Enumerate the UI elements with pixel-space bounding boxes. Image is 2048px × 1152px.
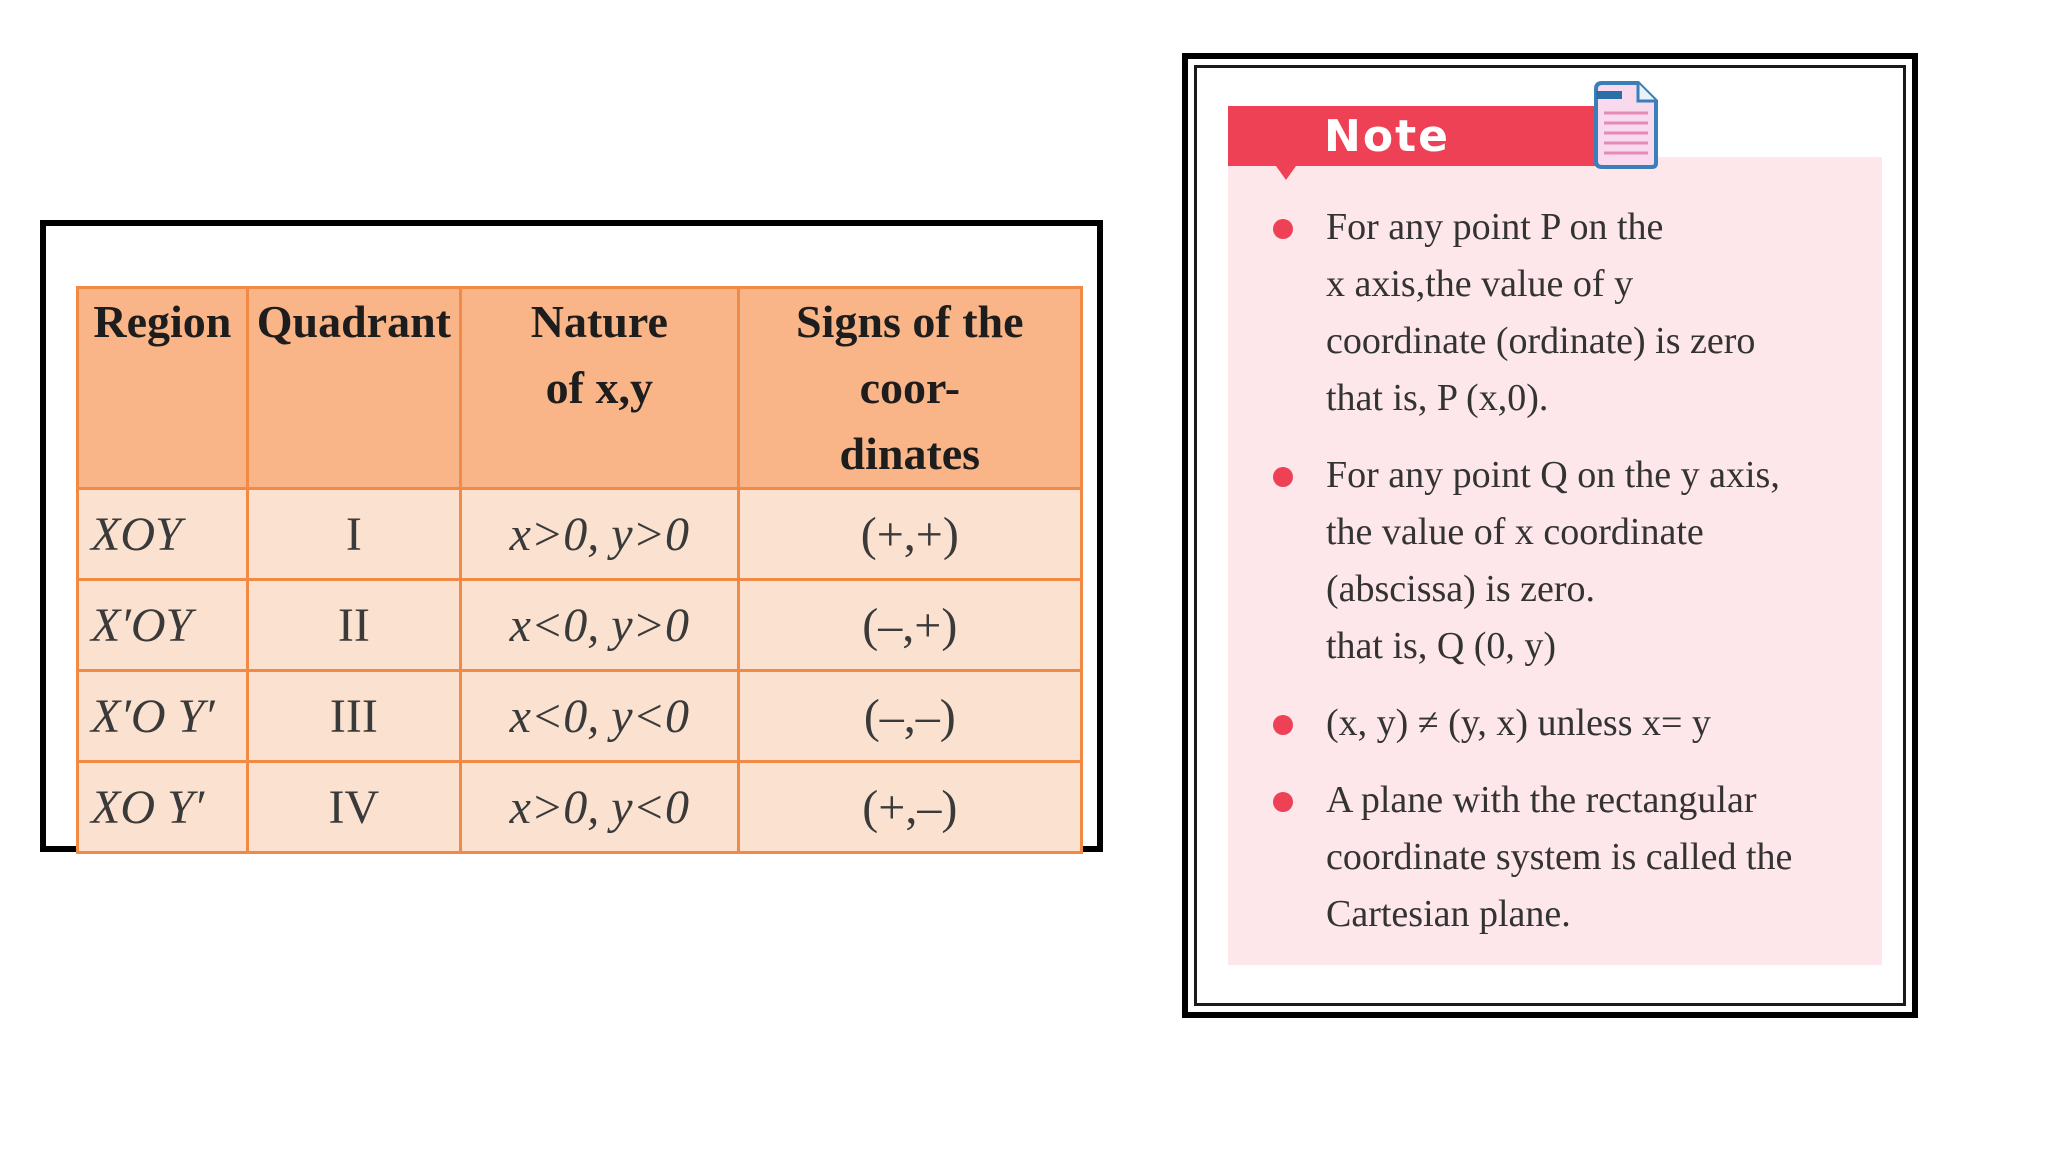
note-line: A plane with the rectangular <box>1326 779 1757 821</box>
note-line: the value of x coordinate <box>1326 511 1704 553</box>
note-line: (x, y) ≠ (y, x) unless x= y <box>1326 702 1711 744</box>
nature-cell: x>0, y<0 <box>461 762 739 853</box>
document-icon <box>1592 79 1660 171</box>
quadrant-table-card <box>40 220 1103 852</box>
header-region-label: Region <box>93 296 232 347</box>
bullet-dot-icon <box>1273 467 1293 487</box>
quadrant-cell: IV <box>247 762 460 853</box>
header-quadrant-label: Quadrant <box>256 296 451 347</box>
signs-cell: (+,–) <box>738 762 1081 853</box>
table-row <box>78 580 1082 671</box>
region-cell: X′OY <box>78 580 248 671</box>
quadrant-cell: II <box>247 580 460 671</box>
note-card <box>1182 53 1918 1018</box>
nature-cell: x<0, y>0 <box>461 580 739 671</box>
note-line: coordinate (ordinate) is zero <box>1326 320 1756 362</box>
region-cell: X′O Y′ <box>78 671 248 762</box>
signs-cell: (–,+) <box>738 580 1081 671</box>
quadrant-cell: III <box>247 671 460 762</box>
note-line: x axis,the value of y <box>1326 263 1634 305</box>
region-cell: XO Y′ <box>78 762 248 853</box>
header-region <box>78 288 248 489</box>
nature-cell: x<0, y<0 <box>461 671 739 762</box>
bullet-dot-icon <box>1273 792 1293 812</box>
table-header-row <box>78 288 1082 489</box>
header-signs-line-2: dinates <box>839 428 981 479</box>
table-row <box>78 489 1082 580</box>
signs-cell: (+,+) <box>738 489 1081 580</box>
note-title: Note <box>1324 110 1450 162</box>
note-line: that is, P (x,0). <box>1326 377 1549 419</box>
list-item <box>1228 772 1868 943</box>
bullet-dot-icon <box>1273 219 1293 239</box>
note-line: Cartesian plane. <box>1326 893 1571 935</box>
note-line: that is, Q (0, y) <box>1326 625 1557 667</box>
note-line: coordinate system is called the <box>1326 836 1793 878</box>
nature-cell: x>0, y>0 <box>461 489 739 580</box>
header-signs-line-1: Signs of the coor- <box>796 296 1024 413</box>
note-banner <box>1228 106 1606 166</box>
note-list <box>1228 199 1868 963</box>
header-quadrant <box>247 288 460 489</box>
header-nature <box>461 288 739 489</box>
header-nature-line-2: of x,y <box>545 362 653 413</box>
quadrant-cell: I <box>247 489 460 580</box>
note-line: For any point P on the <box>1326 206 1664 248</box>
quadrant-table <box>76 286 1083 854</box>
header-nature-line-1: Nature <box>530 296 668 347</box>
list-item <box>1228 199 1868 427</box>
list-item <box>1228 695 1868 752</box>
region-cell: XOY <box>78 489 248 580</box>
list-item <box>1228 447 1868 675</box>
note-line: (abscissa) is zero. <box>1326 568 1596 610</box>
bullet-dot-icon <box>1273 715 1293 735</box>
table-row <box>78 762 1082 853</box>
header-signs <box>738 288 1081 489</box>
table-row <box>78 671 1082 762</box>
note-line: For any point Q on the y axis, <box>1326 454 1780 496</box>
signs-cell: (–,–) <box>738 671 1081 762</box>
